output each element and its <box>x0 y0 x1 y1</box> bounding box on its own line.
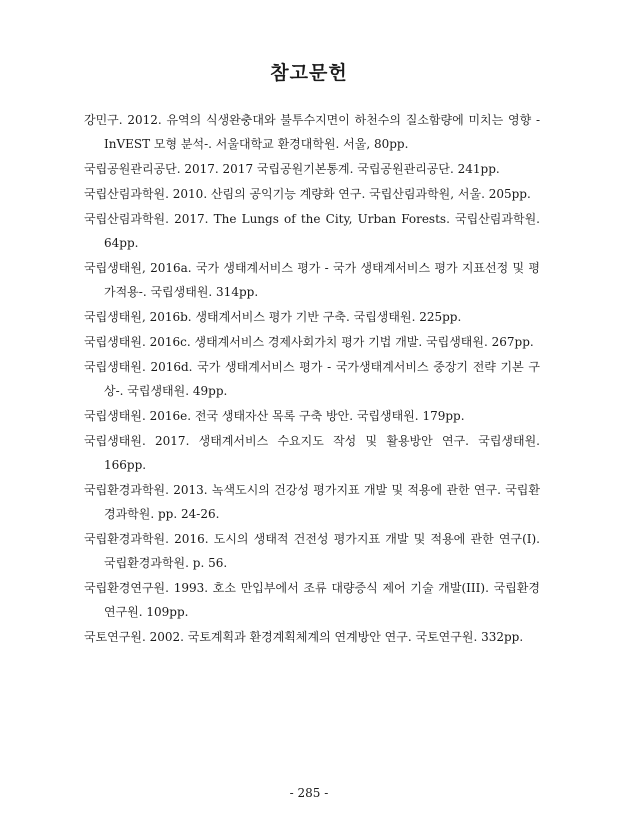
reference-entry: 국립생태원. 2016e. 전국 생태자산 목록 구축 방안. 국립생태원. 179pp. <box>84 409 465 423</box>
reference-entry: 국립산림과학원. 2010. 산림의 공익기능 계량화 연구. 국립산림과학원, 서울. 205pp. <box>84 187 531 201</box>
reference-entry: 국립환경연구원. 1993. 호소 만입부에서 조류 대량증식 제어 기술 개발(III). 국립환경연구원. 109pp. <box>84 581 540 619</box>
page-number: - 285 - <box>289 786 329 800</box>
reference-entry: 국립환경과학원. 2016. 도시의 생태적 건전성 평가지표 개발 및 적용에 관한 연구(I). 국립환경과학원. p. 56. <box>84 532 540 570</box>
reference-entry: 국립산림과학원. 2017. The Lungs of the City, Urban Forests. 국립산림과학원. 64pp. <box>84 212 540 250</box>
reference-entry: 국립생태원, 2016b. 생태계서비스 평가 기반 구축. 국립생태원. 225pp. <box>84 310 462 324</box>
reference-list <box>84 108 540 650</box>
reference-entry: 국립환경과학원. 2013. 녹색도시의 건강성 평가지표 개발 및 적용에 관한 연구. 국립환경과학원. pp. 24-26. <box>84 483 540 521</box>
reference-entry: 국토연구원. 2002. 국토계획과 환경계획체계의 연계방안 연구. 국토연구원. 332pp. <box>84 630 524 644</box>
reference-entry: 국립생태원. 2017. 생태계서비스 수요지도 작성 및 활용방안 연구. 국립생태원. 166pp. <box>84 434 540 472</box>
reference-entry: 국립공원관리공단. 2017. 2017 국립공원기본통계. 국립공원관리공단. 241pp. <box>84 162 500 176</box>
reference-entry: 국립생태원. 2016d. 국가 생태계서비스 평가 - 국가생태계서비스 중장기 전략 기본 구상-. 국립생태원. 49pp. <box>84 360 540 398</box>
reference-entry: 국립생태원. 2016c. 생태계서비스 경제사회가치 평가 기법 개발. 국립생태원. 267pp. <box>84 335 534 349</box>
page-title: 참고문헌 <box>270 62 348 84</box>
reference-entry: 국립생태원, 2016a. 국가 생태계서비스 평가 - 국가 생태계서비스 평가 지표선정 및 평가적용-. 국립생태원. 314pp. <box>84 261 540 299</box>
reference-entry: 강민구. 2012. 유역의 식생완충대와 불투수지면이 하천수의 질소함량에 미치는 영향 - InVEST 모형 분석-. 서울대학교 환경대학원. 서울, 80pp. <box>84 113 540 151</box>
